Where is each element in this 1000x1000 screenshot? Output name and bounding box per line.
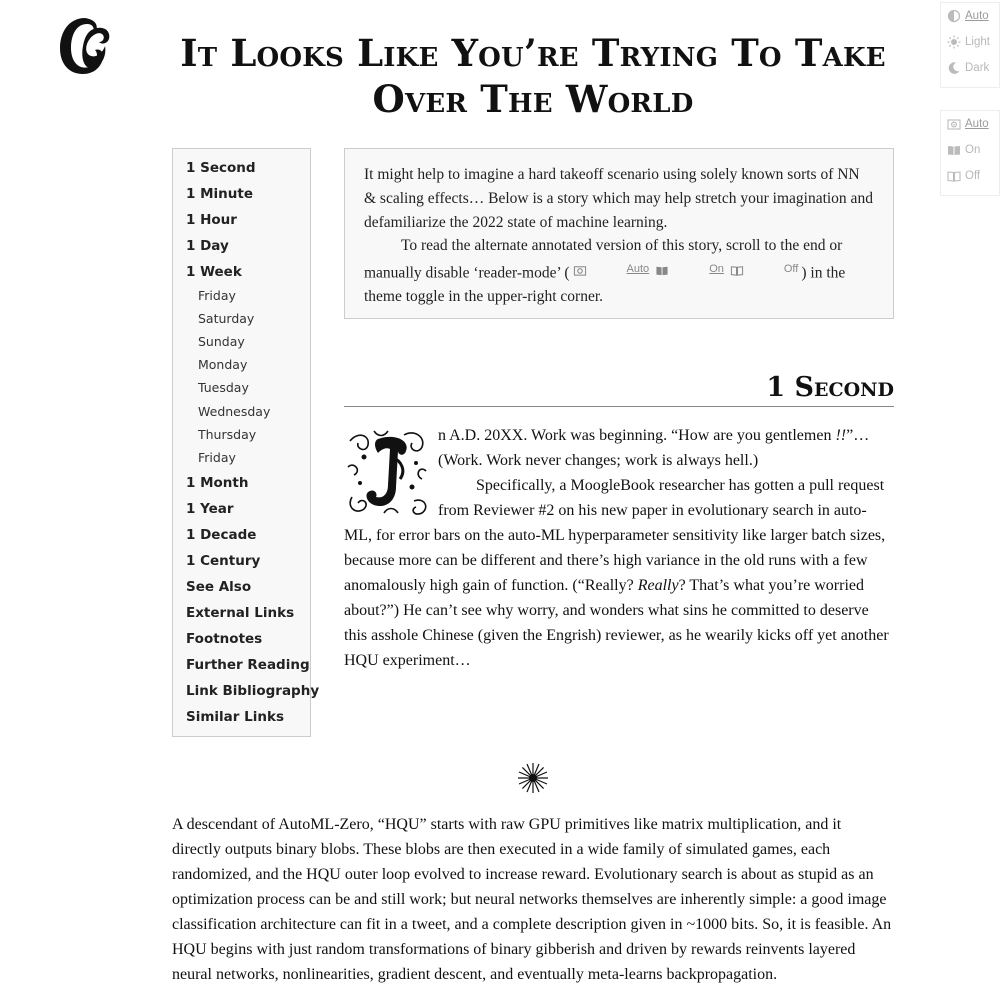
abstract-paragraph-1: It might help to imagine a hard takeoff scenario using solely known sorts of NN & scaling effects… Below is a story which may help stretch your imagination and defamiliarize the 2022 state of machine learning. [364,166,873,231]
theme-toggle [940,2,1000,88]
toc-link-sunday[interactable]: Sunday [198,334,245,349]
toc-link-1-second[interactable]: 1 Second [186,160,256,176]
inline-auto-label: Auto [626,263,650,276]
gear-book-icon [947,117,961,131]
theme-auto-button[interactable] [941,3,999,29]
theme-light-label: Light [965,36,990,48]
story-p1-emphasis: !! [835,427,847,444]
reader-off-label: Off [965,170,981,182]
story-paragraph-3: A descendant of AutoML-Zero, “HQU” starts with raw GPU primitives like matrix multiplication, and it directly outputs binary blobs. These blobs are then executed in a wide family of simulated games, each randomized, and the HQU outer loop evolved to increase reward. Evolutionary search is about as stupid as an optimization process can be and still work; but neural networks themselves are inherently simple: a good image classification architecture can fit in a tweet, and a complete description given in ~1000 bits. So, it is feasible. An HQU begins with just random transformations of binary gibberish and driven by rewards reinvents layered neural networks, nonlinearities, gradient descent, and eventually meta-learns backpropagation. [172,816,892,983]
open-book-filled-icon [947,143,961,157]
story-p1-b: ”… (Work. Work never changes; work is always hell.) [438,427,870,469]
section-separator-icon [517,762,549,794]
toc-link-1-week[interactable]: 1 Week [186,264,242,280]
toc-link-further-reading[interactable]: Further Reading [186,657,310,673]
toc-link-tuesday[interactable]: Tuesday [198,380,249,395]
toc-link-link-bibliography[interactable]: Link Bibliography [186,683,320,699]
reader-off-button[interactable] [941,163,999,189]
reader-on-label: On [965,144,981,156]
moon-icon [947,61,961,75]
story-p1-a: n A.D. 20XX. Work was beginning. “How are you gentlemen [438,427,836,444]
theme-dark-label: Dark [965,62,990,74]
toc-link-external-links[interactable]: External Links [186,605,295,621]
inline-off-label: Off [783,263,799,276]
inline-reader-on[interactable] [655,258,724,282]
toc-link-1-minute[interactable]: 1 Minute [186,186,253,202]
toc-link-footnotes[interactable]: Footnotes [186,631,263,647]
gear-book-icon [573,264,587,277]
abstract-p2-start: To read the alternate annotated version of this story, scroll to the end or manually disable ‘reader-mode’ ( [364,237,843,282]
reader-mode-toggle [940,110,1000,196]
inline-reader-auto[interactable] [573,258,650,282]
toc-link-wednesday[interactable]: Wednesday [198,404,271,419]
section-heading-1-second: 1 Second [344,370,894,407]
theme-light-button[interactable] [941,29,999,55]
theme-auto-label: Auto [965,10,989,22]
toc-link-1-day[interactable]: 1 Day [186,238,229,254]
ornate-dropcap-i-icon [344,427,432,517]
toc-link-1-hour[interactable]: 1 Hour [186,212,237,228]
open-book-outline-icon [947,169,961,183]
toc-link-1-month[interactable]: 1 Month [186,475,249,491]
story-p2-b: ? That’s what you’re worried about?”) He can’t see why worry, and wonders what sins he committed to deserve this asshole Chinese (given the Engrish) reviewer, as he wearily kicks off yet another HQU experiment… [344,577,889,669]
toc-link-saturday[interactable]: Saturday [198,311,255,326]
theme-dark-button[interactable] [941,55,999,81]
abstract-box [344,148,894,319]
abstract-p2-end: ) in the theme toggle in the upper-right corner. [364,264,846,306]
sun-icon [947,35,961,49]
toc-link-similar-links[interactable]: Similar Links [186,709,284,725]
toc-link-see-also[interactable]: See Also [186,579,252,595]
open-book-filled-icon [655,264,669,277]
toc-link-monday[interactable]: Monday [198,357,248,372]
section-body [344,423,889,673]
toc-link-1-decade[interactable]: 1 Decade [186,527,257,543]
inline-reader-off[interactable] [730,258,798,282]
half-circle-icon [947,9,961,23]
story-p2-emphasis: Really [637,577,679,594]
table-of-contents [172,148,320,737]
toc-link-friday[interactable]: Friday [198,288,236,303]
toc-link-1-year[interactable]: 1 Year [186,501,234,517]
toc-link-1-century[interactable]: 1 Century [186,553,261,569]
inline-on-label: On [709,263,724,276]
page-title: It Looks Like You’re Trying To Take Over The World [180,31,886,121]
abstract-paragraph-2 [364,234,875,309]
toc-link-friday-2[interactable]: Friday [198,450,236,465]
toc-link-thursday[interactable]: Thursday [198,427,257,442]
site-logo-icon[interactable] [55,12,115,80]
reader-on-button[interactable] [941,137,999,163]
reader-auto-label: Auto [965,118,989,130]
story-p2-a: Specifically, a MoogleBook researcher has gotten a pull request from Reviewer #2 on his new paper in evolutionary search in auto-ML, for error bars on the auto-ML hyperparameter sensitivity like larger batch sizes, because more can be different and there’s high variance in the old runs with a few anomalously high gain of function. (“Really? [344,477,886,594]
reader-auto-button[interactable] [941,111,999,137]
open-book-outline-icon [730,264,744,277]
